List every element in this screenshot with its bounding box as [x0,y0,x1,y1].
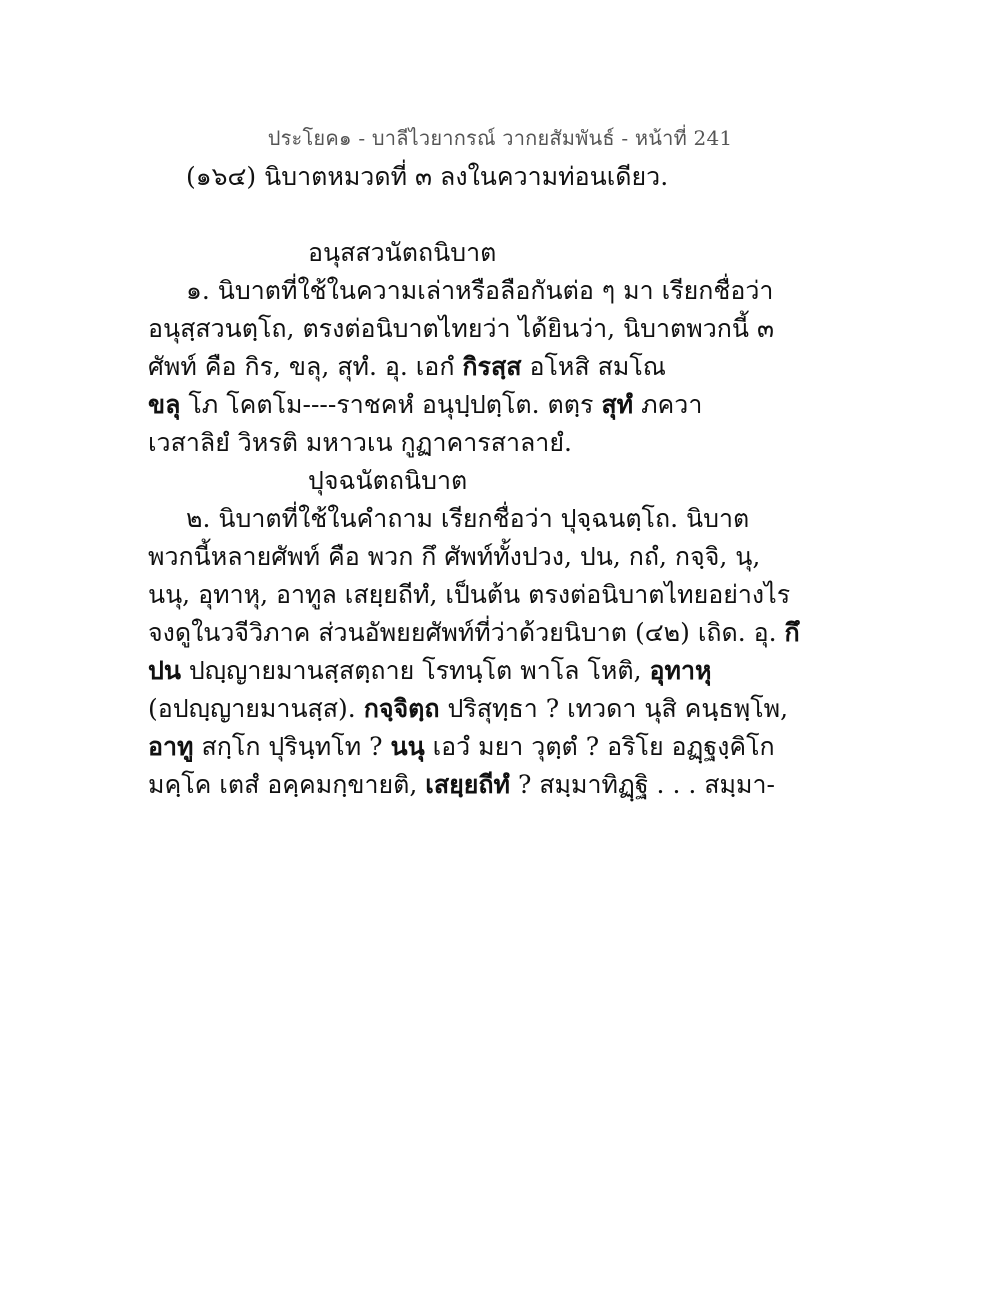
bold-term: กจฺจิตฺถ [363,694,440,723]
section-1-body [148,272,868,462]
text-segment: (อปญฺญายมานสฺส). [148,694,364,723]
text-segment: ? สมฺมาทิฏฺฐิ . . . สมฺมา- [510,770,775,799]
text-line [148,652,868,690]
bold-term: กึ [784,618,800,647]
text-segment: ปญฺญายมานสฺสตฺถาย โรทนฺโต พาโล โหติ, [180,656,650,685]
text-line [148,500,868,538]
section-2-body [148,500,868,804]
text-segment: พวกนี้หลายศัพท์ คือ พวก กึ ศัพท์ทั้งปวง, ปน, กถํ, กจฺจิ, นุ, [148,542,761,571]
text-segment: ปริสุทฺธา ? เทวดา นุสิ คนฺธพฺโพ, [439,694,789,723]
bold-term: สุทํ [601,390,634,419]
section-title-anussavanattha: อนุสสวนัตถนิบาต [308,238,497,267]
text-segment: สกฺโก ปุรินฺทโท ? [193,732,391,761]
text-line [148,576,868,614]
text-segment: จงดูในวจีวิภาค ส่วนอัพยยศัพท์ที่ว่าด้วยนิบาต (๔๒) เถิด. อุ. [148,618,785,647]
text-line [148,386,868,424]
text-segment: มคฺโค เตสํ อคฺคมกฺขายติ, [148,770,426,799]
text-segment: ๒. นิบาตที่ใช้ในคำถาม เรียกชื่อว่า ปุจฺฉนตฺโถ. นิบาต [186,504,750,533]
page-header: ประโยค๑ - บาลีไวยากรณ์ วากยสัมพันธ์ - หน้าที่ 241 [267,126,733,150]
text-segment: อนุสฺสวนตฺโถ, ตรงต่อนิบาตไทยว่า ได้ยินว่า, นิบาตพวกนี้ ๓ [148,314,775,343]
bold-term: ปน [148,656,181,685]
paragraph-164: (๑๖๔) นิบาตหมวดที่ ๓ ลงในความท่อนเดียว. [186,162,669,191]
text-segment: ๑. นิบาตที่ใช้ในความเล่าหรือลือกันต่อ ๆ มา เรียกชื่อว่า [186,276,774,305]
bold-term: อาทู [148,732,194,761]
body-text [148,158,868,804]
text-segment: เวสาลิยํ วิหรติ มหาวเน กูฏาคารสาลายํ. [148,428,572,457]
text-line [148,424,868,462]
text-line [148,614,868,652]
text-line [148,272,868,310]
text-segment: อโหสิ สมโณ [521,352,666,381]
bold-term: ขลุ [148,390,181,419]
section-title-pucchanattha: ปุจฉนัตถนิบาต [308,466,468,495]
text-segment: ภควา [633,390,703,419]
text-line [148,310,868,348]
text-line [148,766,868,804]
text-line [148,538,868,576]
text-line [148,348,868,386]
bold-term: เสยฺยถีทํ [425,770,510,799]
text-segment: เอวํ มยา วุตฺตํ ? อริโย อฏฺฐงฺคิโก [424,732,775,761]
text-segment: โภ โคตโม----ราชคหํ อนุปฺปตฺโต. ตตฺร [180,390,602,419]
bold-term: อุทาหุ [649,656,712,685]
bold-term: กิรสฺส [462,352,522,381]
text-line [148,728,868,766]
text-segment: ศัพท์ คือ กิร, ขลุ, สุทํ. อุ. เอกํ [148,352,463,381]
text-line [148,690,868,728]
text-segment: นนุ, อุทาหุ, อาทูล เสยฺยถีทํ, เป็นต้น ตรงต่อนิบาตไทยอย่างไร [148,580,791,609]
bold-term: นนุ [390,732,425,761]
